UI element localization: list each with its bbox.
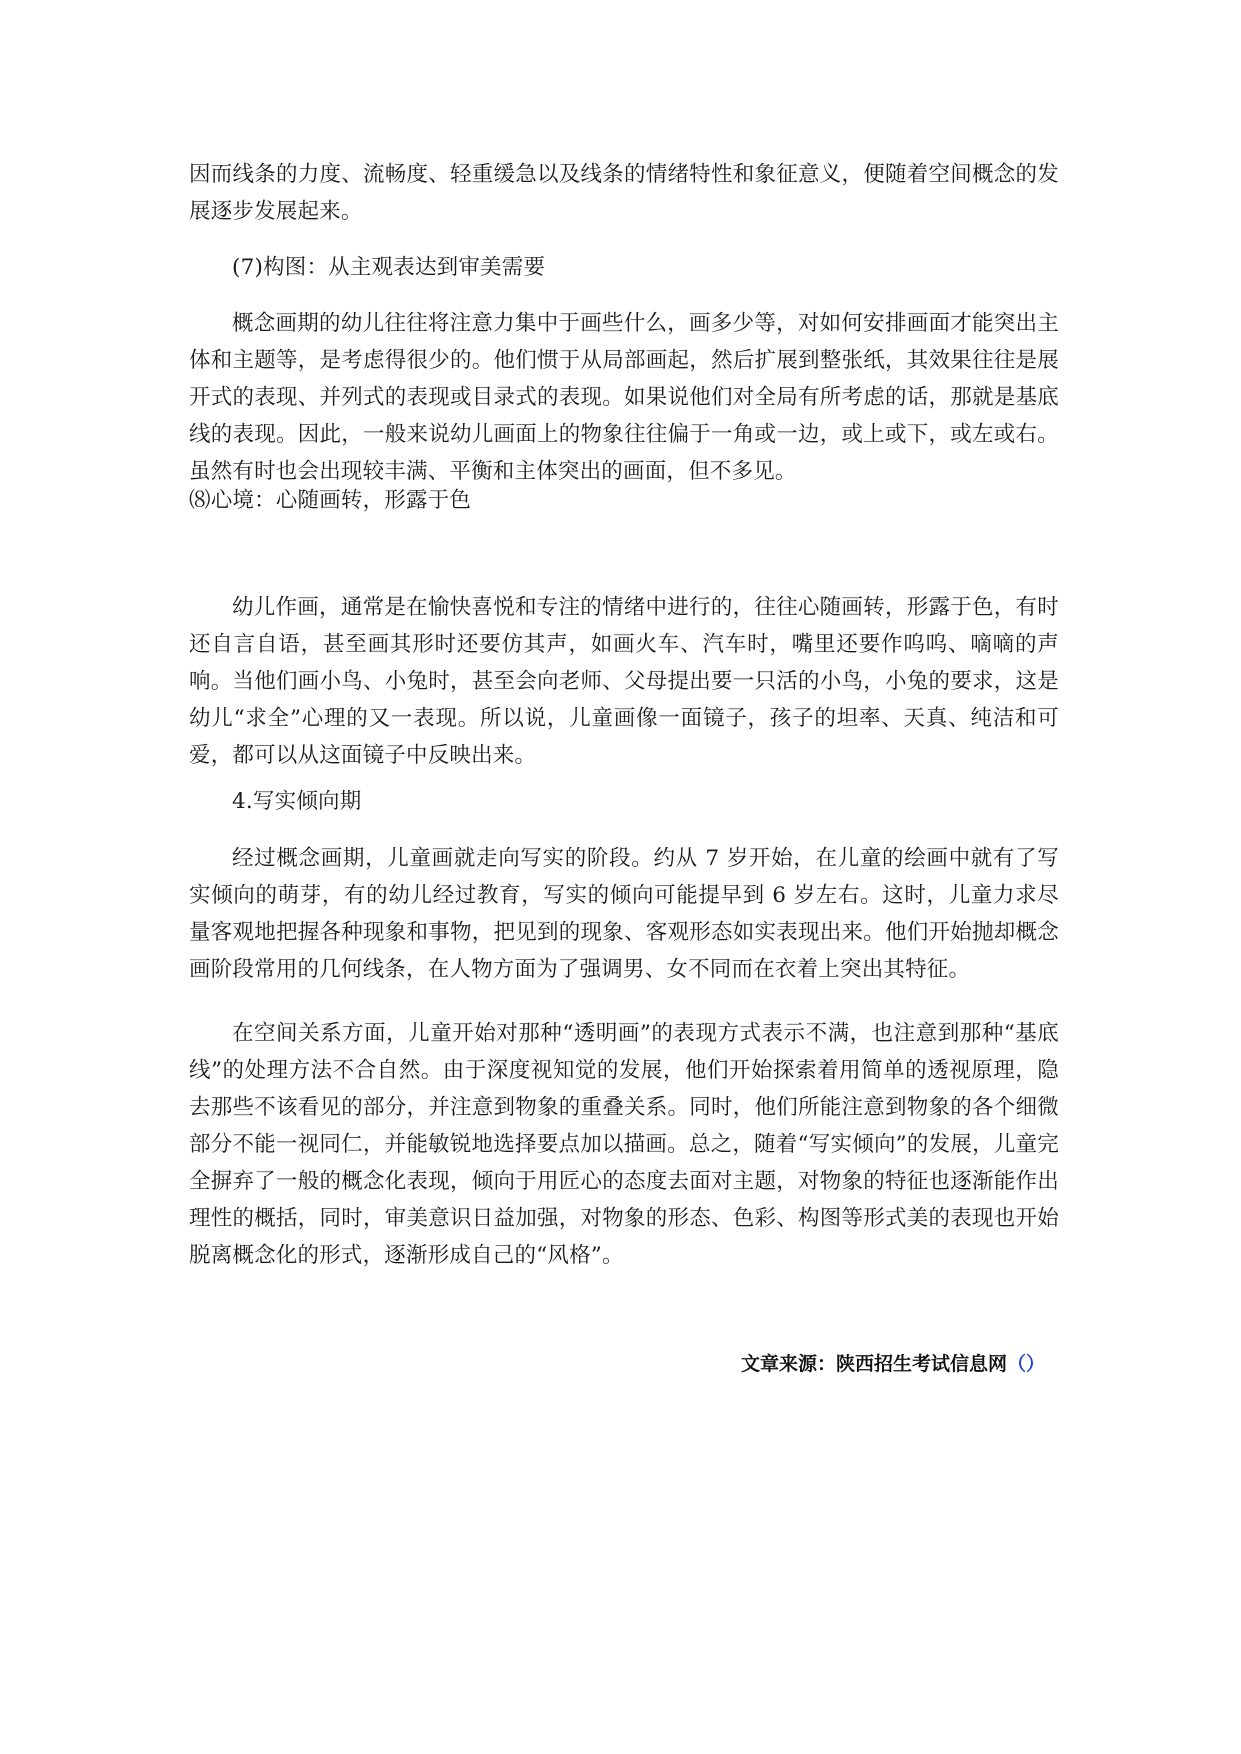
paragraph-spatial-relations: 在空间关系方面，儿童开始对那种“透明画”的表现方式表示不满，也注意到那种“基底线”的处理方法不合自然。由于深度视知觉的发展，他们开始探索着用简单的透视原理，隐去那些不该看见的部分，并注意到物象的重叠关系。同时，他们所能注意到物象的各个细微部分不能一视同仁，并能敏锐地选择要点加以描画。总之，随着“写实倾向”的发展，儿童完全摒弃了一般的概念化表现，倾向于用匠心的态度去面对主题，对物象的特征也逐渐能作出理性的概括，同时，审美意识日益加强，对物象的形态、色彩、构图等形式美的表现也开始脱离概念化的形式，逐渐形成自己的“风格”。 xyxy=(189,1021,1059,1268)
paragraph-line-strokes: 因而线条的力度、流畅度、轻重缓急以及线条的情绪特性和象征意义，便随着空间概念的发展逐步发展起来。 xyxy=(189,162,1059,224)
paragraph-realism-intro: 经过概念画期，儿童画就走向写实的阶段。约从 7 岁开始，在儿童的绘画中就有了写实倾向的萌芽，有的幼儿经过教育，写实的倾向可能提早到 6 岁左右。这时，儿童力求尽量客观地把握各种现象和事物，把见到的现象、客观形态如实表现出来。他们开始抛却概念画阶段常用的几何线条，在人物方面为了强调男、女不同而在衣着上突出其特征。 xyxy=(189,846,1059,982)
section-heading-composition: (7)构图：从主观表达到审美需要 xyxy=(232,255,546,280)
document-page xyxy=(189,0,1059,1754)
paragraph-mood: 幼儿作画，通常是在愉快喜悦和专注的情绪中进行的，往往心随画转，形露于色，有时还自言自语，甚至画其形时还要仿其声，如画火车、汽车时，嘴里还要作呜呜、嘀嘀的声响。当他们画小鸟、小兔时，甚至会向老师、父母提出要一只活的小鸟，小兔的要求，这是幼儿“求全”心理的又一表现。所以说，儿童画像一面镜子，孩子的坦率、天真、纯洁和可爱，都可以从这面镜子中反映出来。 xyxy=(189,595,1059,768)
section-heading-realism-stage: 4.写实倾向期 xyxy=(232,789,362,814)
article-source-label: 文章来源：陕西招生考试信息网 xyxy=(740,1353,1007,1375)
article-source xyxy=(741,1350,1045,1378)
section-heading-mood: ⑻心境：心随画转，形露于色 xyxy=(189,488,472,513)
article-source-link[interactable]: （） xyxy=(1006,1353,1045,1375)
paragraph-composition: 概念画期的幼儿往往将注意力集中于画些什么，画多少等，对如何安排画面才能突出主体和主题等，是考虑得很少的。他们惯于从局部画起，然后扩展到整张纸，其效果往往是展开式的表现、并列式的表现或目录式的表现。如果说他们对全局有所考虑的话，那就是基底线的表现。因此，一般来说幼儿画面上的物象往往偏于一角或一边，或上或下，或左或右。虽然有时也会出现较丰满、平衡和主体突出的画面，但不多见。 xyxy=(189,311,1059,484)
